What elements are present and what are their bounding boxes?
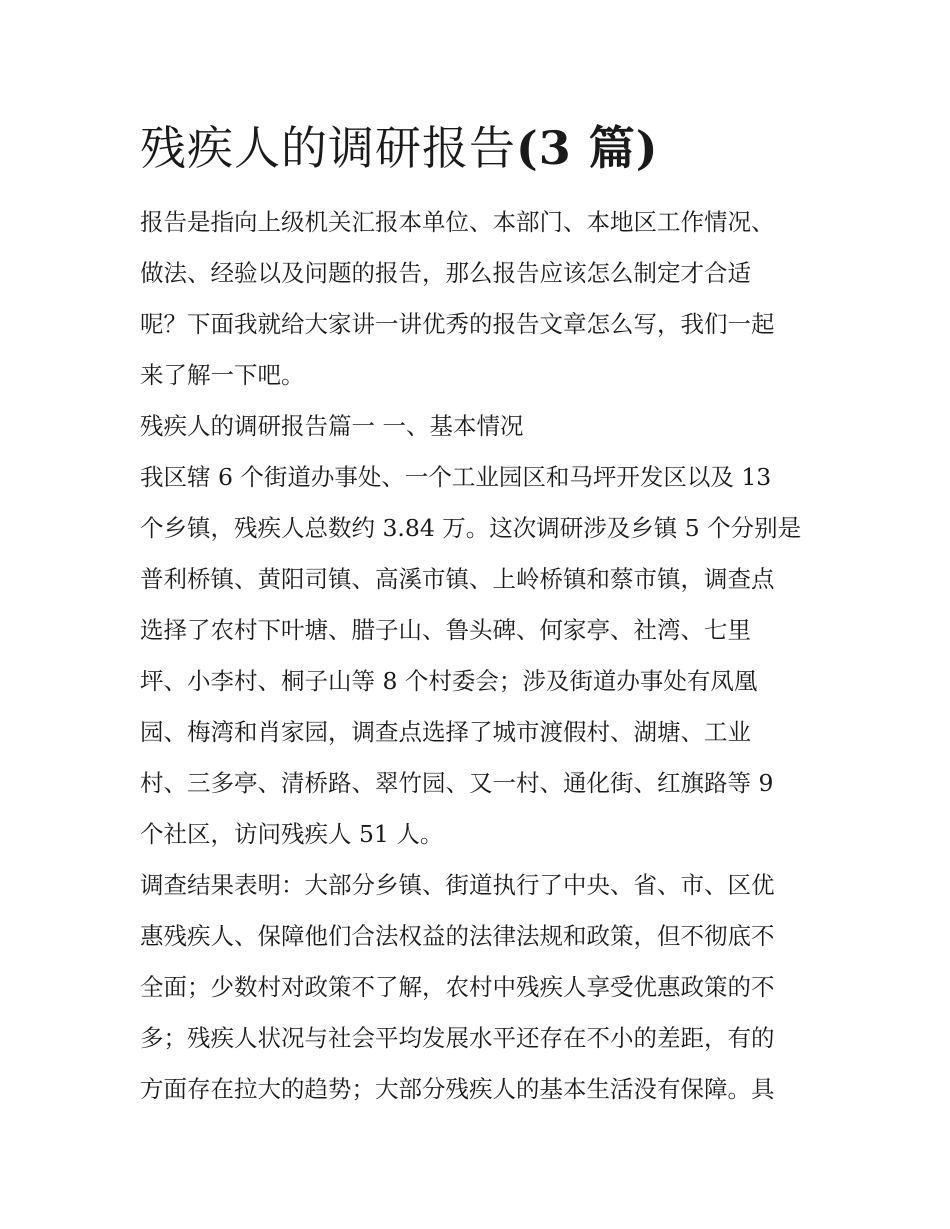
text-line: 我区辖 6 个街道办事处、一个工业园区和马坪开发区以及 13 bbox=[140, 463, 772, 491]
text-line: 多；残疾人状况与社会平均发展水平还存在不小的差距，有的 bbox=[140, 1024, 775, 1052]
text-line: 园、梅湾和肖家园，调查点选择了城市渡假村、湖塘、工业 bbox=[140, 718, 751, 746]
text-line: 做法、经验以及问题的报告，那么报告应该怎么制定才合适 bbox=[140, 259, 751, 287]
section-heading: 残疾人的调研报告篇一 一、基本情况 bbox=[140, 412, 524, 440]
text-line: 来了解一下吧。 bbox=[140, 361, 305, 389]
document-title bbox=[140, 118, 659, 178]
text-line: 坪、小李村、桐子山等 8 个村委会；涉及街道办事处有凤凰 bbox=[140, 667, 758, 695]
text-line: 选择了农村下叶塘、腊子山、鲁头碑、何家亭、社湾、七里 bbox=[140, 616, 751, 644]
text-line: 个乡镇，残疾人总数约 3.84 万。这次调研涉及乡镇 5 个分别是 bbox=[140, 514, 802, 542]
text-line: 调查结果表明：大部分乡镇、街道执行了中央、省、市、区优 bbox=[140, 871, 775, 899]
text-line: 个社区，访问残疾人 51 人。 bbox=[140, 820, 444, 848]
text-line: 村、三多亭、清桥路、翠竹园、又一村、通化街、红旗路等 9 bbox=[140, 769, 774, 797]
title-main-text: 残疾人的调研报告 bbox=[140, 121, 516, 175]
title-suffix-text: (3 篇) bbox=[516, 121, 659, 175]
text-line: 普利桥镇、黄阳司镇、高溪市镇、上岭桥镇和蔡市镇，调查点 bbox=[140, 565, 775, 593]
text-line: 报告是指向上级机关汇报本单位、本部门、本地区工作情况、 bbox=[140, 208, 775, 236]
document-body bbox=[140, 197, 812, 1115]
text-line: 呢？下面我就给大家讲一讲优秀的报告文章怎么写，我们一起 bbox=[140, 310, 775, 338]
text-line: 方面存在拉大的趋势；大部分残疾人的基本生活没有保障。具 bbox=[140, 1075, 775, 1103]
text-line: 全面；少数村对政策不了解，农村中残疾人享受优惠政策的不 bbox=[140, 973, 775, 1001]
text-line: 惠残疾人、保障他们合法权益的法律法规和政策，但不彻底不 bbox=[140, 922, 775, 950]
